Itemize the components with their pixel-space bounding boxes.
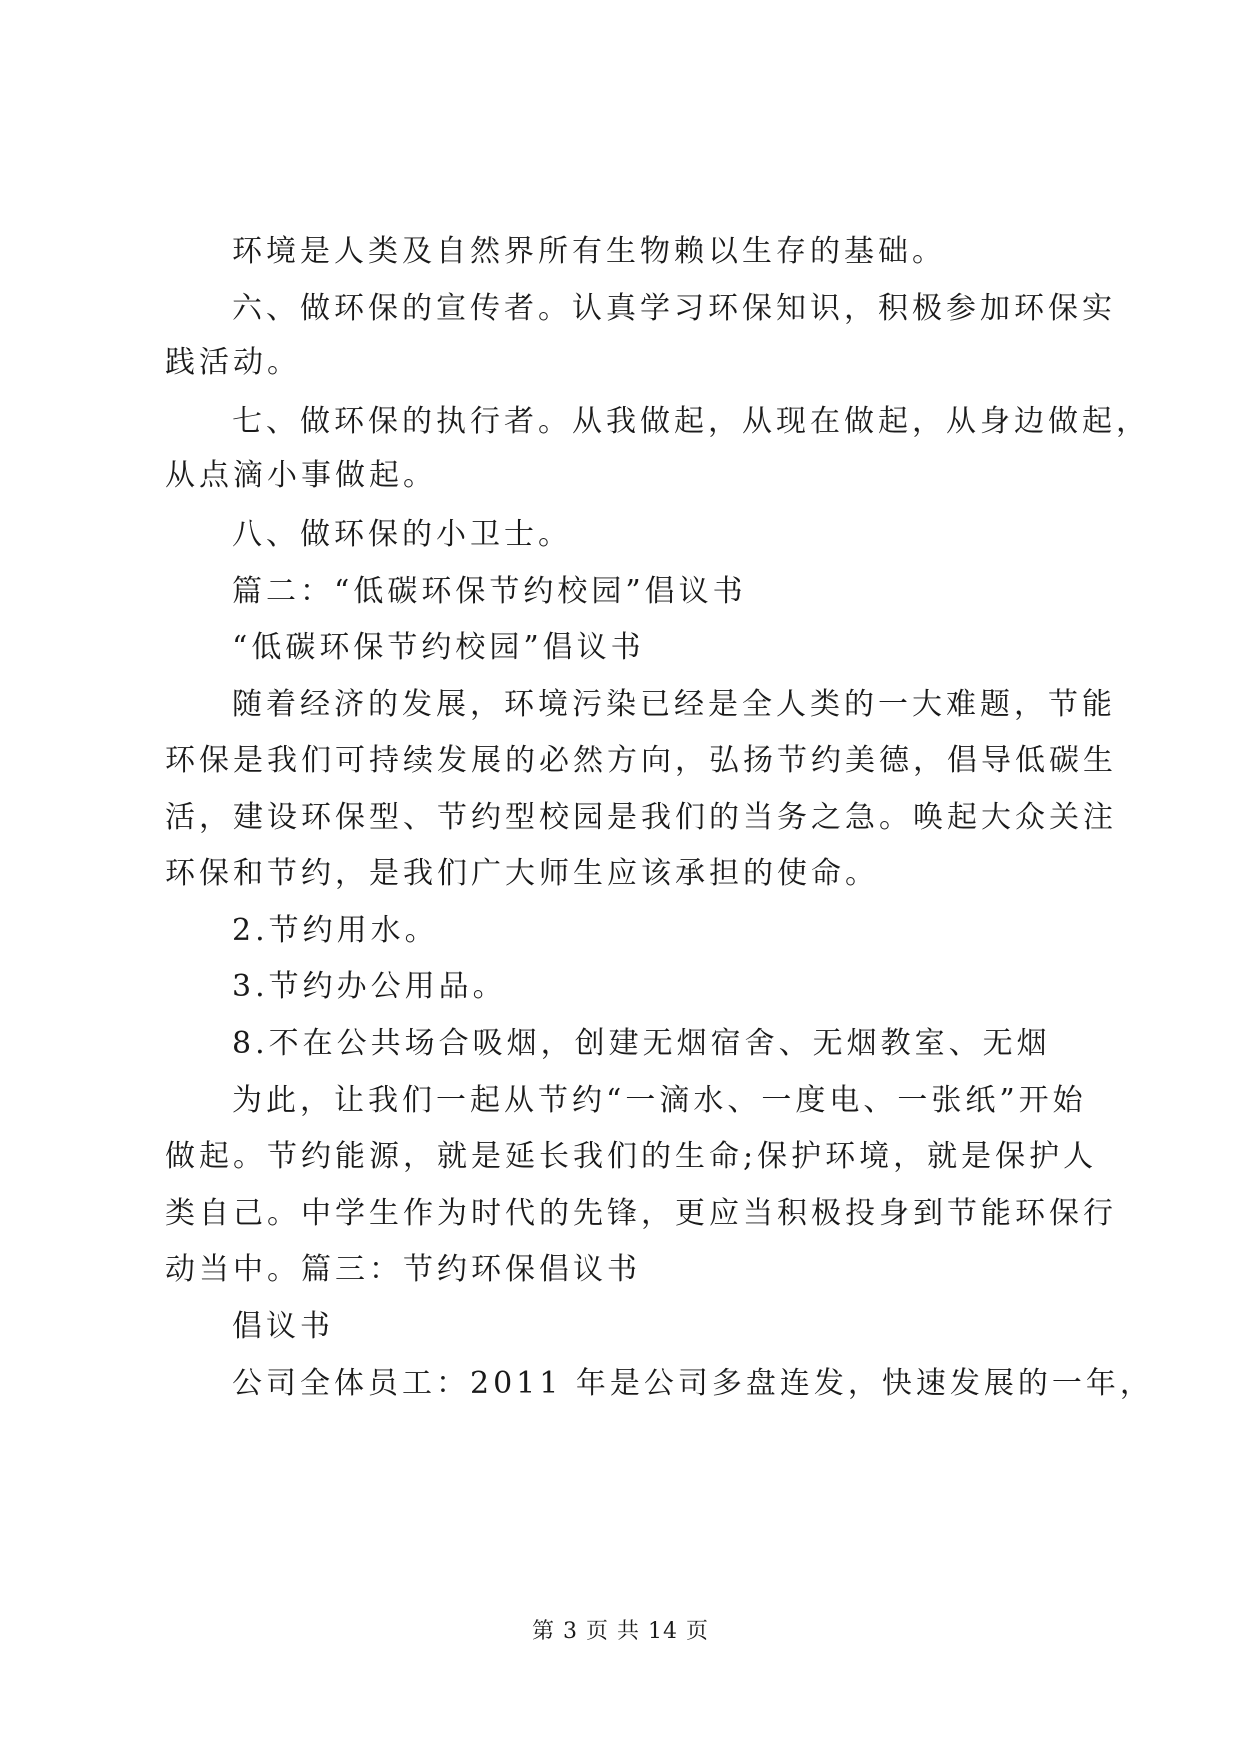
paragraph-line: 动当中。篇三：节约环保倡议书 xyxy=(165,1252,641,1287)
paragraph-line: 随着经济的发展，环境污染已经是全人类的一大难题，节能 xyxy=(232,687,1116,722)
paragraph-line: 类自己。中学生作为时代的先锋，更应当积极投身到节能环保行 xyxy=(165,1196,1117,1231)
paragraph-line: 八、做环保的小卫士。 xyxy=(232,517,572,552)
list-item: 3.节约办公用品。 xyxy=(232,969,507,1004)
paragraph-line: 七、做环保的执行者。从我做起，从现在做起，从身边做起， xyxy=(232,404,1150,439)
paragraph-line: 公司全体员工：2011 年是公司多盘连发，快速发展的一年， xyxy=(232,1366,1154,1401)
paragraph-line: 为此，让我们一起从节约“一滴水、一度电、一张纸”开始 xyxy=(232,1083,1087,1118)
paragraph-line: 环境是人类及自然界所有生物赖以生存的基础。 xyxy=(232,234,946,269)
paragraph-line: 做起。节约能源，就是延长我们的生命;保护环境，就是保护人 xyxy=(165,1139,1098,1174)
paragraph-line: 从点滴小事做起。 xyxy=(165,458,437,493)
document-title: “低碳环保节约校园”倡议书 xyxy=(232,630,645,665)
list-item: 2.节约用水。 xyxy=(232,913,439,948)
paragraph-line: 环保是我们可持续发展的必然方向，弘扬节约美德，倡导低碳生 xyxy=(165,743,1117,778)
section-title: 倡议书 xyxy=(232,1309,334,1344)
paragraph-line: 六、做环保的宣传者。认真学习环保知识，积极参加环保实 xyxy=(232,291,1116,326)
list-item: 8.不在公共场合吸烟，创建无烟宿舍、无烟教室、无烟 xyxy=(232,1026,1051,1061)
paragraph-line: 践活动。 xyxy=(165,345,301,380)
paragraph-line: 环保和节约，是我们广大师生应该承担的使命。 xyxy=(165,856,879,891)
paragraph-line: 活，建设环保型、节约型校园是我们的当务之急。唤起大众关注 xyxy=(165,800,1117,835)
section-heading: 篇二：“低碳环保节约校园”倡议书 xyxy=(232,574,747,609)
page-number-footer: 第 3 页 共 14 页 xyxy=(532,1619,709,1644)
